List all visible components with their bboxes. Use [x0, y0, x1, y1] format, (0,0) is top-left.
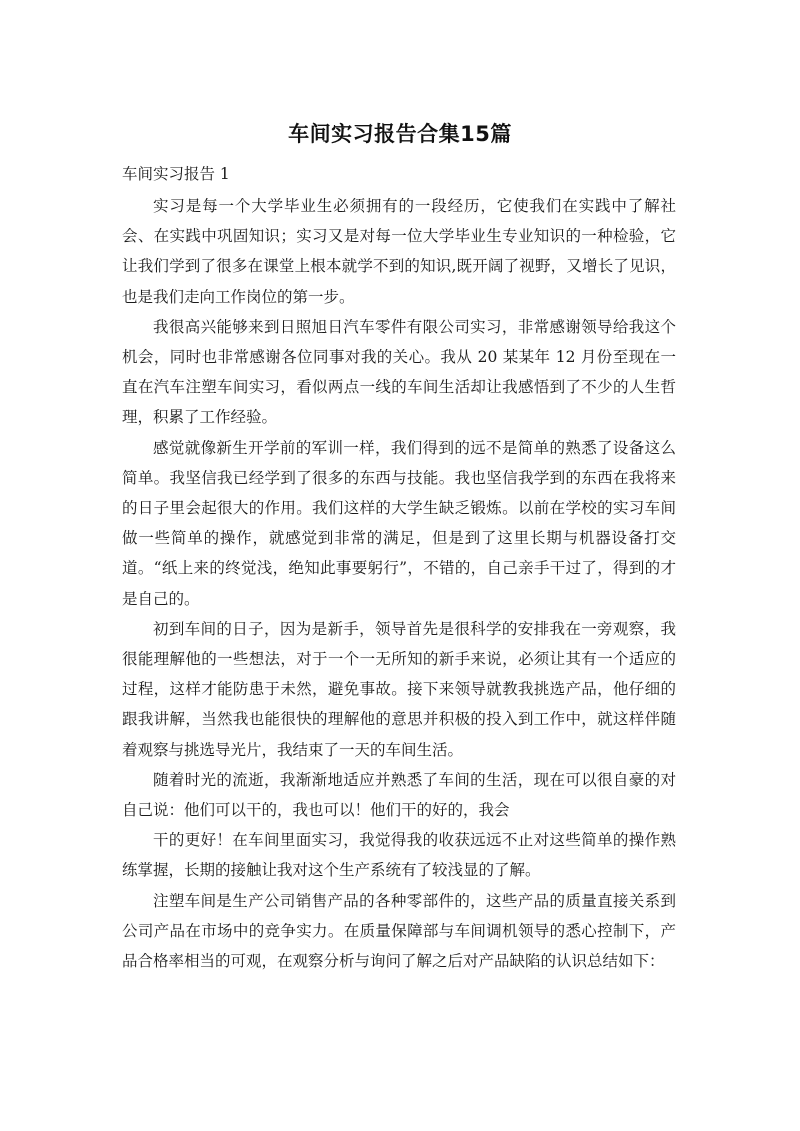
paragraph-2: 我很高兴能够来到日照旭日汽车零件有限公司实习，非常感谢领导给我这个机会，同时也非常感谢各位同事对我的关心。我从 20 某某年 12 月份至现在一直在汽车注塑车间实习，看似两点一线的车间生活却让我感悟到了不少的人生哲理，积累了工作经验。 [122, 317, 676, 427]
paragraph-4: 初到车间的日子，因为是新手，领导首先是很科学的安排我在一旁观察，我很能理解他的一些想法，对于一个一无所知的新手来说，必须让其有一个适应的过程，这样才能防患于未然，避免事故。接下来领导就教我挑选产品，他仔细的跟我讲解，当然我也能很快的理解他的意思并积极的投入到工作中，就这样伴随着观察与挑选导光片，我结束了一天的车间生活。 [122, 619, 676, 759]
paragraph-5: 随着时光的流逝，我渐渐地适应并熟悉了车间的生活，现在可以很自豪的对自己说：他们可以干的，我也可以！他们干的好的，我会 [122, 770, 676, 820]
paragraph-7: 注塑车间是生产公司销售产品的各种零部件的，这些产品的质量直接关系到公司产品在市场中的竞争实力。在质量保障部与车间调机领导的悉心控制下，产品合格率相当的可观，在观察分析与询问了解之后对产品缺陷的认识总结如下： [122, 891, 676, 971]
document-body [122, 161, 676, 976]
document-title: 车间实习报告合集15篇 [288, 122, 512, 146]
paragraph-1: 实习是每一个大学毕业生必须拥有的一段经历，它使我们在实践中了解社会、在实践中巩固知识；实习又是对每一位大学毕业生专业知识的一种检验，它让我们学到了很多在课堂上根本就学不到的知识,既开阔了视野，又增长了见识，也是我们走向工作岗位的第一步。 [122, 197, 676, 306]
paragraph-3: 感觉就像新生开学前的军训一样，我们得到的远不是简单的熟悉了设备这么简单。我坚信我已经学到了很多的东西与技能。我也坚信我学到的东西在我将来的日子里会起很大的作用。我们这样的大学生缺乏锻炼。以前在学校的实习车间做一些简单的操作，就感觉到非常的满足，但是到了这里长期与机器设备打交道。“纸上来的终觉浅，绝知此事要躬行”，不错的，自己亲手干过了，得到的才是自己的。 [122, 438, 676, 608]
paragraph-6: 干的更好！在车间里面实习，我觉得我的收获远远不止对这些简单的操作熟练掌握，长期的接触让我对这个生产系统有了较浅显的了解。 [122, 831, 676, 880]
section-heading: 车间实习报告 1 [122, 165, 230, 183]
